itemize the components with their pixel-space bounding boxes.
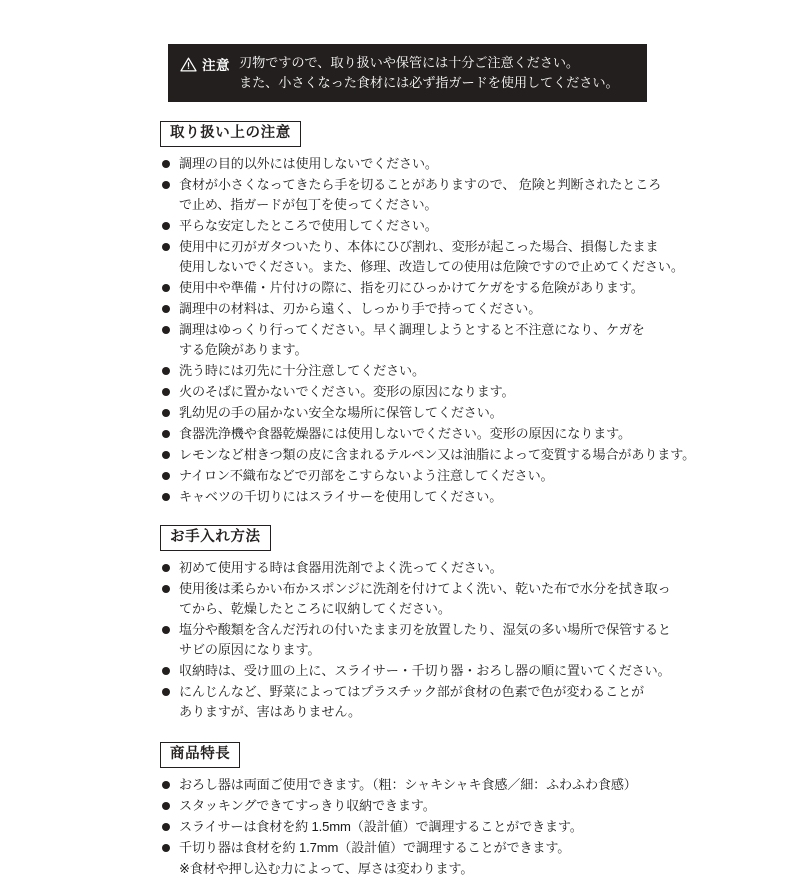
list-item: 洗う時には刃先に十分注意してください。	[160, 361, 736, 381]
warning-text-line: また、小さくなった食材には必ず指ガードを使用してください。	[239, 75, 619, 91]
list-item: ナイロン不織布などで刃部をこすらないよう注意してください。	[160, 466, 736, 486]
bullet-list	[160, 558, 736, 722]
list-item: 乳幼児の手の届かない安全な場所に保管してください。	[160, 403, 736, 423]
list-item: 火のそばに置かないでください。変形の原因になります。	[160, 382, 736, 402]
section-product-features	[160, 742, 736, 879]
list-item: 調理中の材料は、刃から遠く、しっかり手で持ってください。	[160, 299, 736, 319]
list-item: 収納時は、受け皿の上に、スライサー・千切り器・おろし器の順に置いてください。	[160, 661, 736, 681]
list-item: おろし器は両面ご使用できます。（粗：シャキシャキ食感／細：ふわふわ食感）	[160, 775, 736, 795]
section-heading: お手入れ方法	[160, 525, 271, 551]
section-care-method	[160, 525, 736, 722]
list-item: レモンなど柑きつ類の皮に含まれるテルペン又は油脂によって変質する場合があります。	[160, 445, 736, 465]
list-item: 千切り器は食材を約 1.7mm（設計値）で調理することができます。	[160, 838, 736, 858]
list-item: 調理の目的以外には使用しないでください。	[160, 154, 736, 174]
list-item: にんじんなど、野菜によってはプラスチック部が食材の色素で色が変わることが ありますが、害はありません。	[160, 682, 736, 722]
list-item: 平らな安定したところで使用してください。	[160, 216, 736, 236]
warning-banner-left	[180, 53, 239, 74]
section-handling-precautions	[160, 121, 736, 507]
list-item: 初めて使用する時は食器用洗剤でよく洗ってください。	[160, 558, 736, 578]
section-heading: 取り扱い上の注意	[160, 121, 301, 147]
warning-label: 注意	[202, 58, 230, 73]
list-item: 使用後は柔らかい布かスポンジに洗剤を付けてよく洗い、乾いた布で水分を拭き取っ てから、乾燥したところに収納してください。	[160, 579, 736, 619]
list-item: 食材が小さくなってきたら手を切ることがありますので、 危険と判断されたところ で止め、指ガードが包丁を使ってください。	[160, 175, 736, 215]
list-item: 調理はゆっくり行ってください。早く調理しようとすると不注意になり、ケガを する危険があります。	[160, 320, 736, 360]
list-item: キャベツの千切りにはスライサーを使用してください。	[160, 487, 736, 507]
list-item: 食器洗浄機や食器乾燥器には使用しないでください。変形の原因になります。	[160, 424, 736, 444]
warning-text-line: 刃物ですので、取り扱いや保管には十分ご注意ください。	[239, 55, 580, 70]
list-item: 塩分や酸類を含んだ汚れの付いたまま刃を放置したり、湿気の多い場所で保管すると サビの原因になります。	[160, 620, 736, 660]
warning-banner	[168, 44, 647, 102]
section-heading: 商品特長	[160, 742, 240, 768]
list-note: ※食材や押し込む力によって、厚さは変わります。	[179, 861, 474, 877]
list-item: 使用中に刃がガタついたり、本体にひび割れ、変形が起こった場合、損傷したまま 使用しないでください。また、修理、改造しての使用は危険ですので止めてください。	[160, 237, 736, 277]
bullet-list	[160, 154, 736, 508]
list-item: スタッキングできてすっきり収納できます。	[160, 796, 736, 816]
list-item: 使用中や準備・片付けの際に、指を刃にひっかけてケガをする危険があります。	[160, 278, 736, 298]
warning-text	[239, 53, 619, 93]
warning-triangle-icon	[180, 57, 197, 72]
bullet-list	[160, 775, 736, 879]
list-item: スライサーは食材を約 1.5mm（設計値）で調理することができます。	[160, 817, 736, 837]
